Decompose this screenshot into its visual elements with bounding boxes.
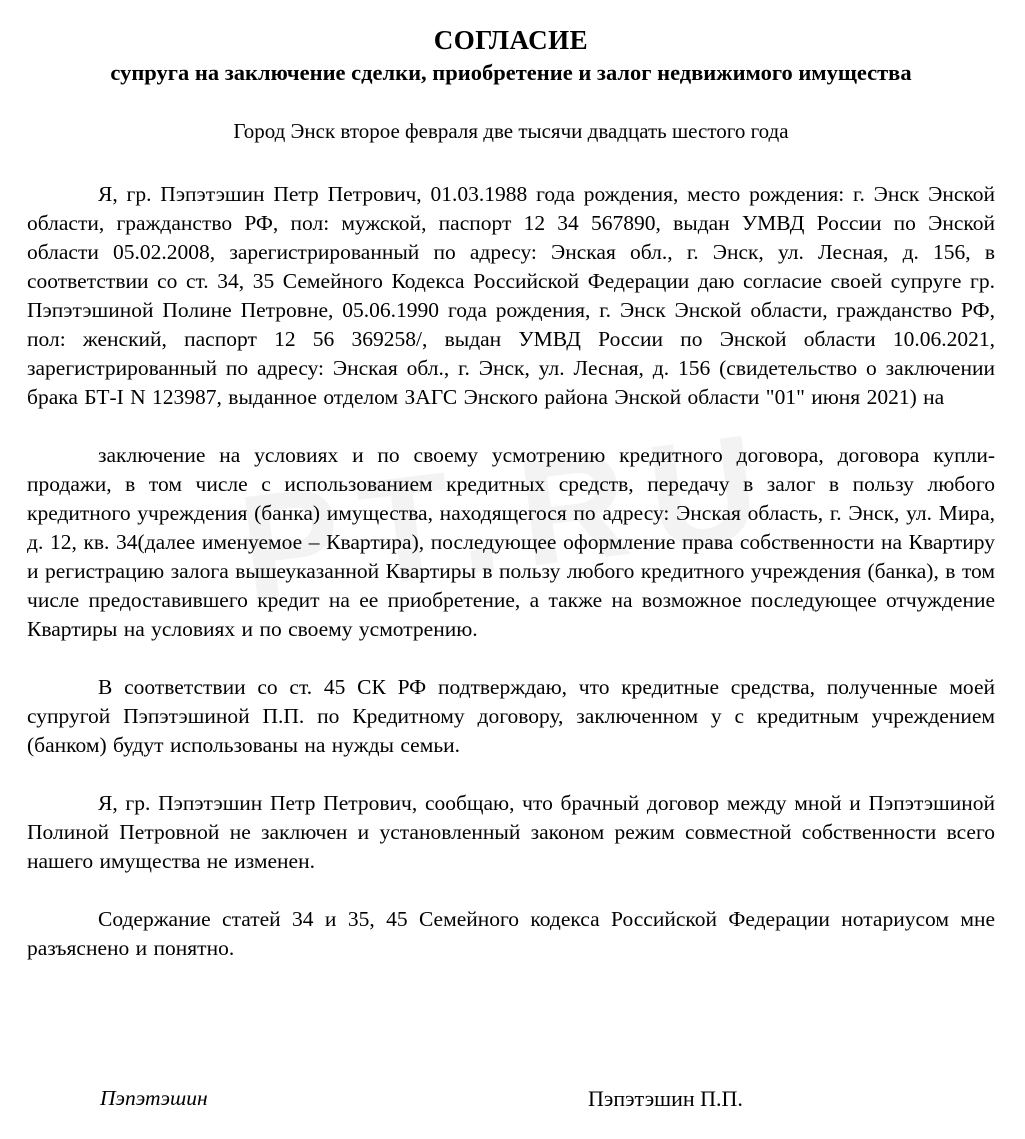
- paragraph-spouse-details: Я, гр. Пэпэтэшин Петр Петрович, 01.03.1988 года рождения, место рождения: г. Энск Энской области, гражданство РФ, пол: мужской, паспорт 12 34 567890, выдан УМВД России по Энской области 05.02.2008, зарегистрированный по адресу: Энская обл., г. Энск, ул. Лесная, д. 156, в соответствии со ст. 34, 35 Семейного Кодекса Российской Федерации даю согласие своей супруге гр. Пэпэтэшиной Полине Петровне, 05.06.1990 года рождения, г. Энск Энской области, гражданство РФ, пол: женский, паспорт 12 56 369258/, выдан УМВД России по Энской области 10.06.2021, зарегистрированный по адресу: Энская обл., г. Энск, ул. Лесная, д. 156 (свидетельство о заключении брака БТ-I N 123987, выданное отделом ЗАГС Энского района Энской области "01" июня 2021) на: [27, 182, 995, 409]
- signature-row: [0, 1086, 1025, 1126]
- document-title: СОГЛАСИЕ: [433, 25, 589, 55]
- signature-printed-name: Пэпэтэшин П.П.: [588, 1086, 743, 1111]
- paragraph-no-marriage-contract: Я, гр. Пэпэтэшин Петр Петрович, сообщаю, что брачный договор между мной и Пэпэтэшиной Полиной Петровной не заключен и установленный законом режим совместной собственности всего нашего имущества не изменен.: [27, 791, 995, 873]
- paragraph-articles-explained: Содержание статей 34 и 35, 45 Семейного кодекса Российской Федерации нотариусом мне разъяснено и понятно.: [27, 907, 995, 960]
- place-and-date-line: Город Энск второе февраля две тысячи двадцать шестого года: [233, 119, 789, 143]
- paragraph-credit-funds: В соответствии со ст. 45 СК РФ подтверждаю, что кредитные средства, полученные моей супругой Пэпэтэшиной П.П. по Кредитному договору, заключенном у с кредитным учреждением (банком) будут использованы на нужды семьи.: [27, 675, 995, 757]
- document-subtitle: супруга на заключение сделки, приобретение и залог недвижимого имущества: [110, 60, 912, 85]
- paragraph-consent-scope: заключение на условиях и по своему усмотрению кредитного договора, договора купли-продажи, в том числе с использованием кредитных средств, передачу в залог в пользу любого кредитного учреждения (банка) имущества, находящегося по адресу: Энская область, г. Энск, ул. Мира, д. 12, кв. 34(далее именуемое – Квартира), последующее оформление права собственности на Квартиру и регистрацию залога вышеуказанной Квартиры в пользу любого кредитного учреждения (банка), в том числе предоставившего кредит на ее приобретение, а также на возможное последующее отчуждение Квартиры на условиях и по своему усмотрению.: [27, 443, 995, 641]
- signature-handwritten: Пэпэтэшин: [100, 1086, 208, 1110]
